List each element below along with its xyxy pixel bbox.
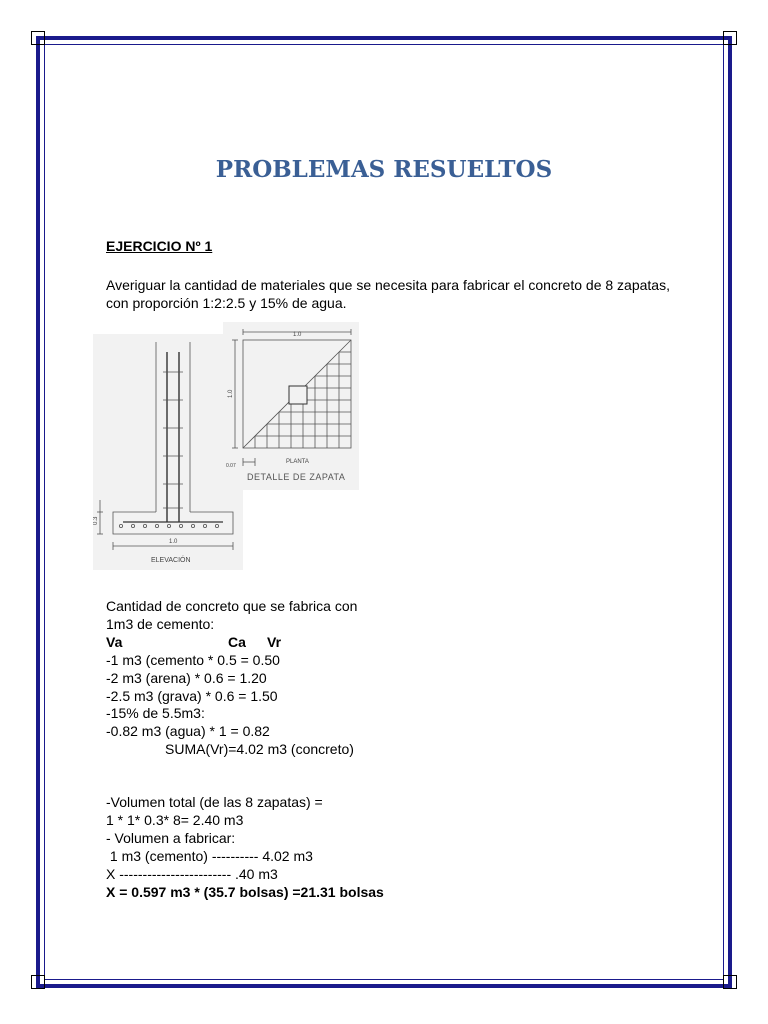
calc-line: 1m3 de cemento: <box>106 615 215 632</box>
volume-line: 1 * 1* 0.3* 8= 2.40 m3 <box>106 812 244 829</box>
column-va: Va <box>106 633 123 650</box>
calc-row-agua-pct: -15% de 5.5m3: <box>106 705 205 722</box>
corner-ornament <box>31 975 45 989</box>
calc-column-headers <box>106 634 384 652</box>
corner-ornament <box>723 31 737 45</box>
calc-line: Cantidad de concreto que se fabrica con <box>106 598 358 614</box>
calc-row-cemento: -1 m3 (cemento * 0.5 = 0.50 <box>106 651 280 668</box>
plan-offset-label: 0.07 <box>226 463 236 469</box>
calc-row-arena: -2 m3 (arena) * 0.6 = 1.20 <box>106 669 267 686</box>
exercise-statement: Averiguar la cantidad de materiales que se necesita para fabricar el concreto de 8 zapatas, con proporción 1:2:2.5 y 15% de agua. <box>106 277 670 311</box>
page-title: PROBLEMAS RESUELTOS <box>215 156 553 183</box>
elevation-width-label: 1.0 <box>169 539 178 545</box>
exercise-heading: EJERCICIO Nº 1 <box>106 238 213 254</box>
elevacion-label: ELEVACIÓN <box>151 557 191 564</box>
calculation-block <box>106 598 384 902</box>
elevation-height-label: 0.3 <box>93 516 99 525</box>
elevation-panel <box>93 334 243 570</box>
footing-diagram <box>93 322 359 570</box>
detalle-zapata-label: DETALLE DE ZAPATA <box>247 472 346 482</box>
calc-row-suma: SUMA(Vr)=4.02 m3 (concreto) <box>165 741 354 758</box>
volume-line: 1 m3 (cemento) ---------- 4.02 m3 <box>106 847 313 864</box>
corner-ornament <box>723 975 737 989</box>
volume-line: - Volumen a fabricar: <box>106 829 236 846</box>
volume-line: X ------------------------ .40 m3 <box>106 865 278 882</box>
planta-label: PLANTA <box>286 459 309 465</box>
plan-height-label: 1.0 <box>228 389 234 398</box>
calc-row-grava: -2.5 m3 (grava) * 0.6 = 1.50 <box>106 687 278 704</box>
volume-line: -Volumen total (de las 8 zapatas) = <box>106 794 323 811</box>
plan-width-label: 1.0 <box>293 332 302 338</box>
calc-row-agua: -0.82 m3 (agua) * 1 = 0.82 <box>106 723 270 740</box>
corner-ornament <box>31 31 45 45</box>
column-vr: Vr <box>267 633 282 650</box>
column-ca: Ca <box>228 633 246 650</box>
volume-result: X = 0.597 m3 * (35.7 bolsas) =21.31 bolsas <box>106 883 384 900</box>
